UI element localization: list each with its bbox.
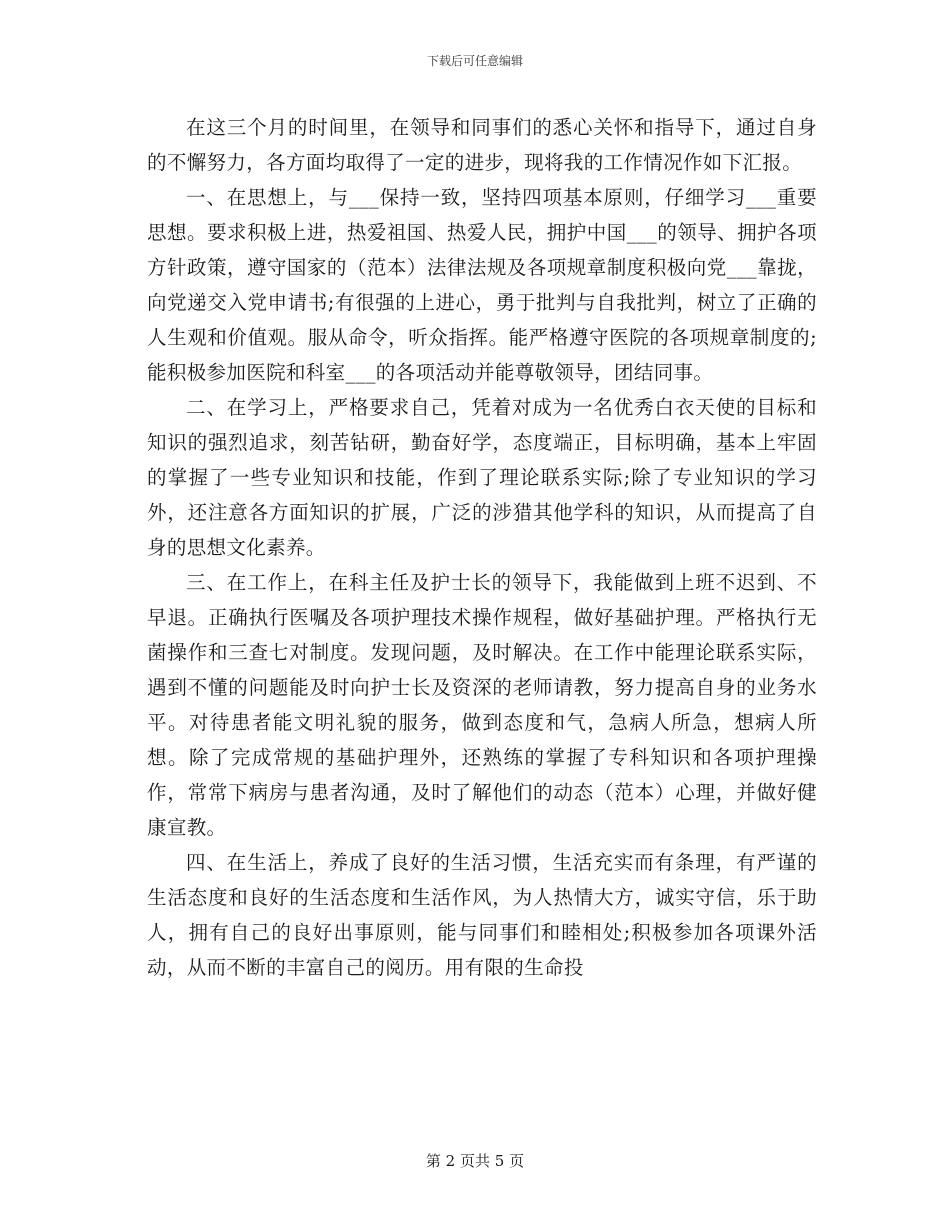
paragraph-intro: 在这三个月的时间里，在领导和同事们的悉心关怀和指导下，通过自身的不懈努力，各方面均取得了一定的进步，现将我的工作情况作如下汇报。: [147, 116, 817, 174]
paragraph-life: 四、在生活上，养成了良好的生活习惯，生活充实而有条理，有严谨的生活态度和良好的生活态度和生活作风，为人热情大方，诚实守信，乐于助人，拥有自己的良好出事原则，能与同事们和睦相处;积极参加各项课外活动，从而不断的丰富自己的阅历。用有限的生命投: [147, 851, 817, 979]
document-body: [147, 110, 817, 985]
page-header: [0, 52, 950, 69]
page-footer: [0, 1150, 950, 1171]
paragraph-study: 二、在学习上，严格要求自己，凭着对成为一名优秀白衣天使的目标和知识的强烈追求，刻苦钻研，勤奋好学，态度端正，目标明确，基本上牢固的掌握了一些专业知识和技能，作到了理论联系实际;除了专业知识的学习外，还注意各方面知识的扩展，广泛的涉猎其他学科的知识，从而提高了自身的思想文化素养。: [147, 396, 817, 559]
page-number: 第 2 页共 5 页: [425, 1152, 525, 1170]
paragraph-thought: 一、在思想上，与___保持一致，坚持四项基本原则，仔细学习___重要思想。要求积极上进，热爱祖国、热爱人民，拥护中国___的领导、拥护各项方针政策，遵守国家的（范本）法律法规及各项规章制度积极向党___靠拢，向党递交入党申请书;有很强的上进心，勇于批判与自我批判，树立了正确的人生观和价值观。服从命令，听众指挥。能严格遵守医院的各项规章制度的;能积极参加医院和科室___的各项活动并能尊敬领导，团结同事。: [147, 186, 817, 384]
paragraph-work: 三、在工作上，在科主任及护士长的领导下，我能做到上班不迟到、不早退。正确执行医嘱及各项护理技术操作规程，做好基础护理。严格执行无菌操作和三查七对制度。发现问题，及时解决。在工作中能理论联系实际，遇到不懂的问题能及时向护士长及资深的老师请教，努力提高自身的业务水平。对待患者能文明礼貌的服务，做到态度和气，急病人所急，想病人所想。除了完成常规的基础护理外，还熟练的掌握了专科知识和各项护理操作，常常下病房与患者沟通，及时了解他们的动态（范本）心理，并做好健康宣教。: [147, 571, 817, 839]
header-note: 下载后可任意编辑: [426, 54, 523, 68]
